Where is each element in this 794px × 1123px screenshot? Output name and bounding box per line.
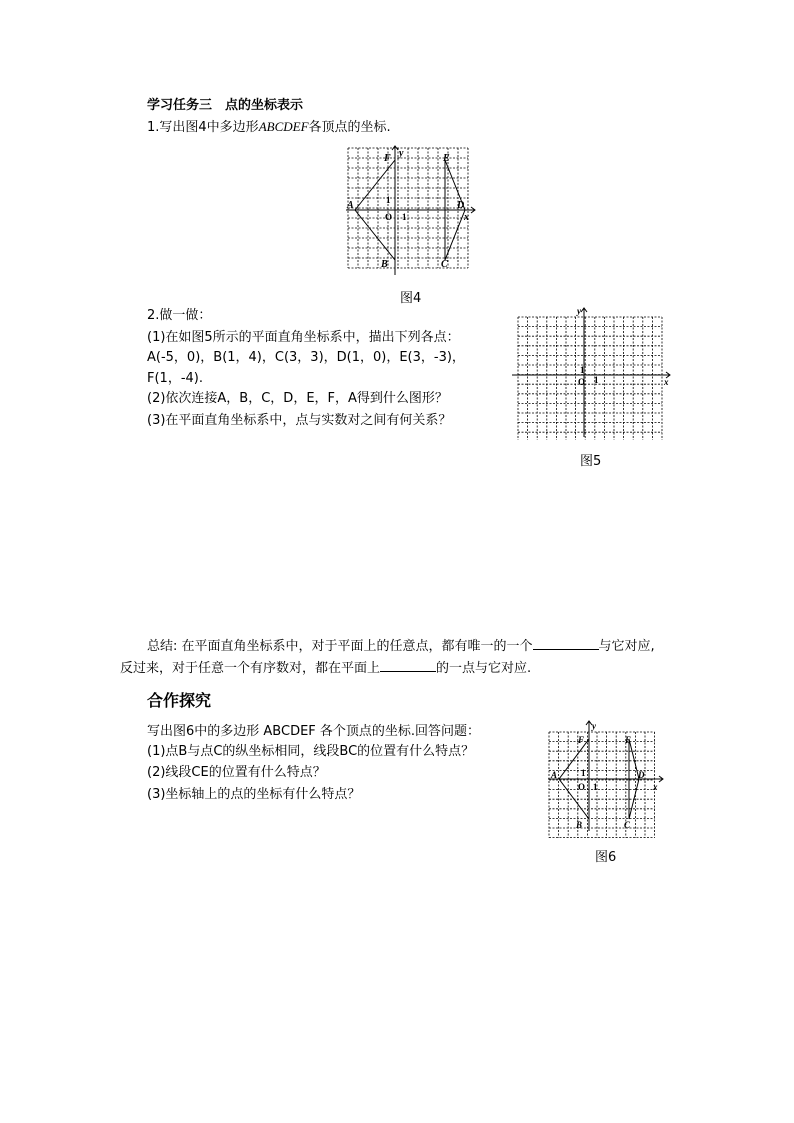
answer-blank-2[interactable] xyxy=(380,659,436,672)
label-x: x xyxy=(653,782,658,792)
label-F: F xyxy=(578,735,585,745)
label-one-x: 1 xyxy=(593,782,598,792)
label-y: y xyxy=(592,721,596,731)
figure-6-coordinate-grid xyxy=(545,718,670,838)
label-D: D xyxy=(457,200,465,211)
label-origin: O xyxy=(578,377,586,387)
polygon-name: ABCDEF xyxy=(258,119,309,134)
label-B: B xyxy=(381,259,388,270)
label-one-x: 1 xyxy=(402,212,407,222)
coop-question-2: (2)线段CE的位置有什么特点？ xyxy=(147,765,326,780)
question-1 xyxy=(147,116,391,139)
summary-text-1: 总结: 在平面直角坐标系中，对于平面上的任意点，都有唯一的一个 xyxy=(147,639,533,654)
points-line-2: F(1，-4). xyxy=(147,371,203,386)
figure-6-caption: 图6 xyxy=(595,850,617,865)
label-one-x: 1 xyxy=(594,375,599,385)
question-1-prefix: 1.写出图4中多边形 xyxy=(147,120,259,135)
label-y: y xyxy=(577,306,581,316)
summary-text-3: 反过来，对于任意一个有序数对，都在平面上 xyxy=(120,661,381,676)
figure-5-caption: 图5 xyxy=(580,454,602,469)
label-y: y xyxy=(399,148,404,159)
question-2-title: 2.做一做： xyxy=(147,308,212,323)
figure-5-coordinate-grid xyxy=(508,305,676,440)
label-D: D xyxy=(638,770,645,780)
summary-text-4: 的一点与它对应. xyxy=(436,661,532,676)
summary-text-2: 与它对应, xyxy=(598,639,655,654)
summary-line-2 xyxy=(120,658,531,680)
label-one-y: 1 xyxy=(580,365,585,375)
label-E: E xyxy=(625,735,632,745)
label-origin: O xyxy=(385,212,393,222)
label-x: x xyxy=(464,212,469,223)
coop-heading: 合作探究 xyxy=(147,691,212,710)
points-line-1: A(-5，0)，B(1，4)，C(3，3)，D(1，0)，E(3，-3)， xyxy=(147,350,465,365)
label-C: C xyxy=(441,259,448,270)
figure-4-coordinate-grid xyxy=(340,140,480,280)
label-x: x xyxy=(664,377,669,387)
question-2-part-2: (2)依次连接A，B，C，D，E，F，A得到什么图形？ xyxy=(147,391,448,406)
label-A: A xyxy=(551,770,558,780)
coop-intro: 写出图6中的多边形 ABCDEF 各个顶点的坐标.回答问题： xyxy=(147,724,481,739)
label-origin: O xyxy=(578,782,586,792)
question-1-suffix: 各顶点的坐标. xyxy=(308,120,391,135)
coop-question-3: (3)坐标轴上的点的坐标有什么特点？ xyxy=(147,787,361,802)
figure-4-caption: 图4 xyxy=(400,291,422,306)
label-C: C xyxy=(624,820,631,830)
label-A: A xyxy=(347,200,354,211)
question-2-part-1: (1)在如图5所示的平面直角坐标系中，描出下列各点： xyxy=(147,330,460,345)
answer-blank-1[interactable] xyxy=(533,637,599,650)
section-heading: 学习任务三 点的坐标表示 xyxy=(147,98,304,113)
label-F: F xyxy=(384,153,391,164)
label-one-y: 1 xyxy=(386,195,391,205)
label-E: E xyxy=(443,153,450,164)
question-2-part-3: (3)在平面直角坐标系中，点与实数对之间有何关系？ xyxy=(147,413,452,428)
label-one-y: 1 xyxy=(581,768,586,778)
coop-question-1: (1)点B与点C的纵坐标相同，线段BC的位置有什么特点？ xyxy=(147,744,475,759)
label-B: B xyxy=(576,820,583,830)
summary-line-1 xyxy=(147,636,655,658)
